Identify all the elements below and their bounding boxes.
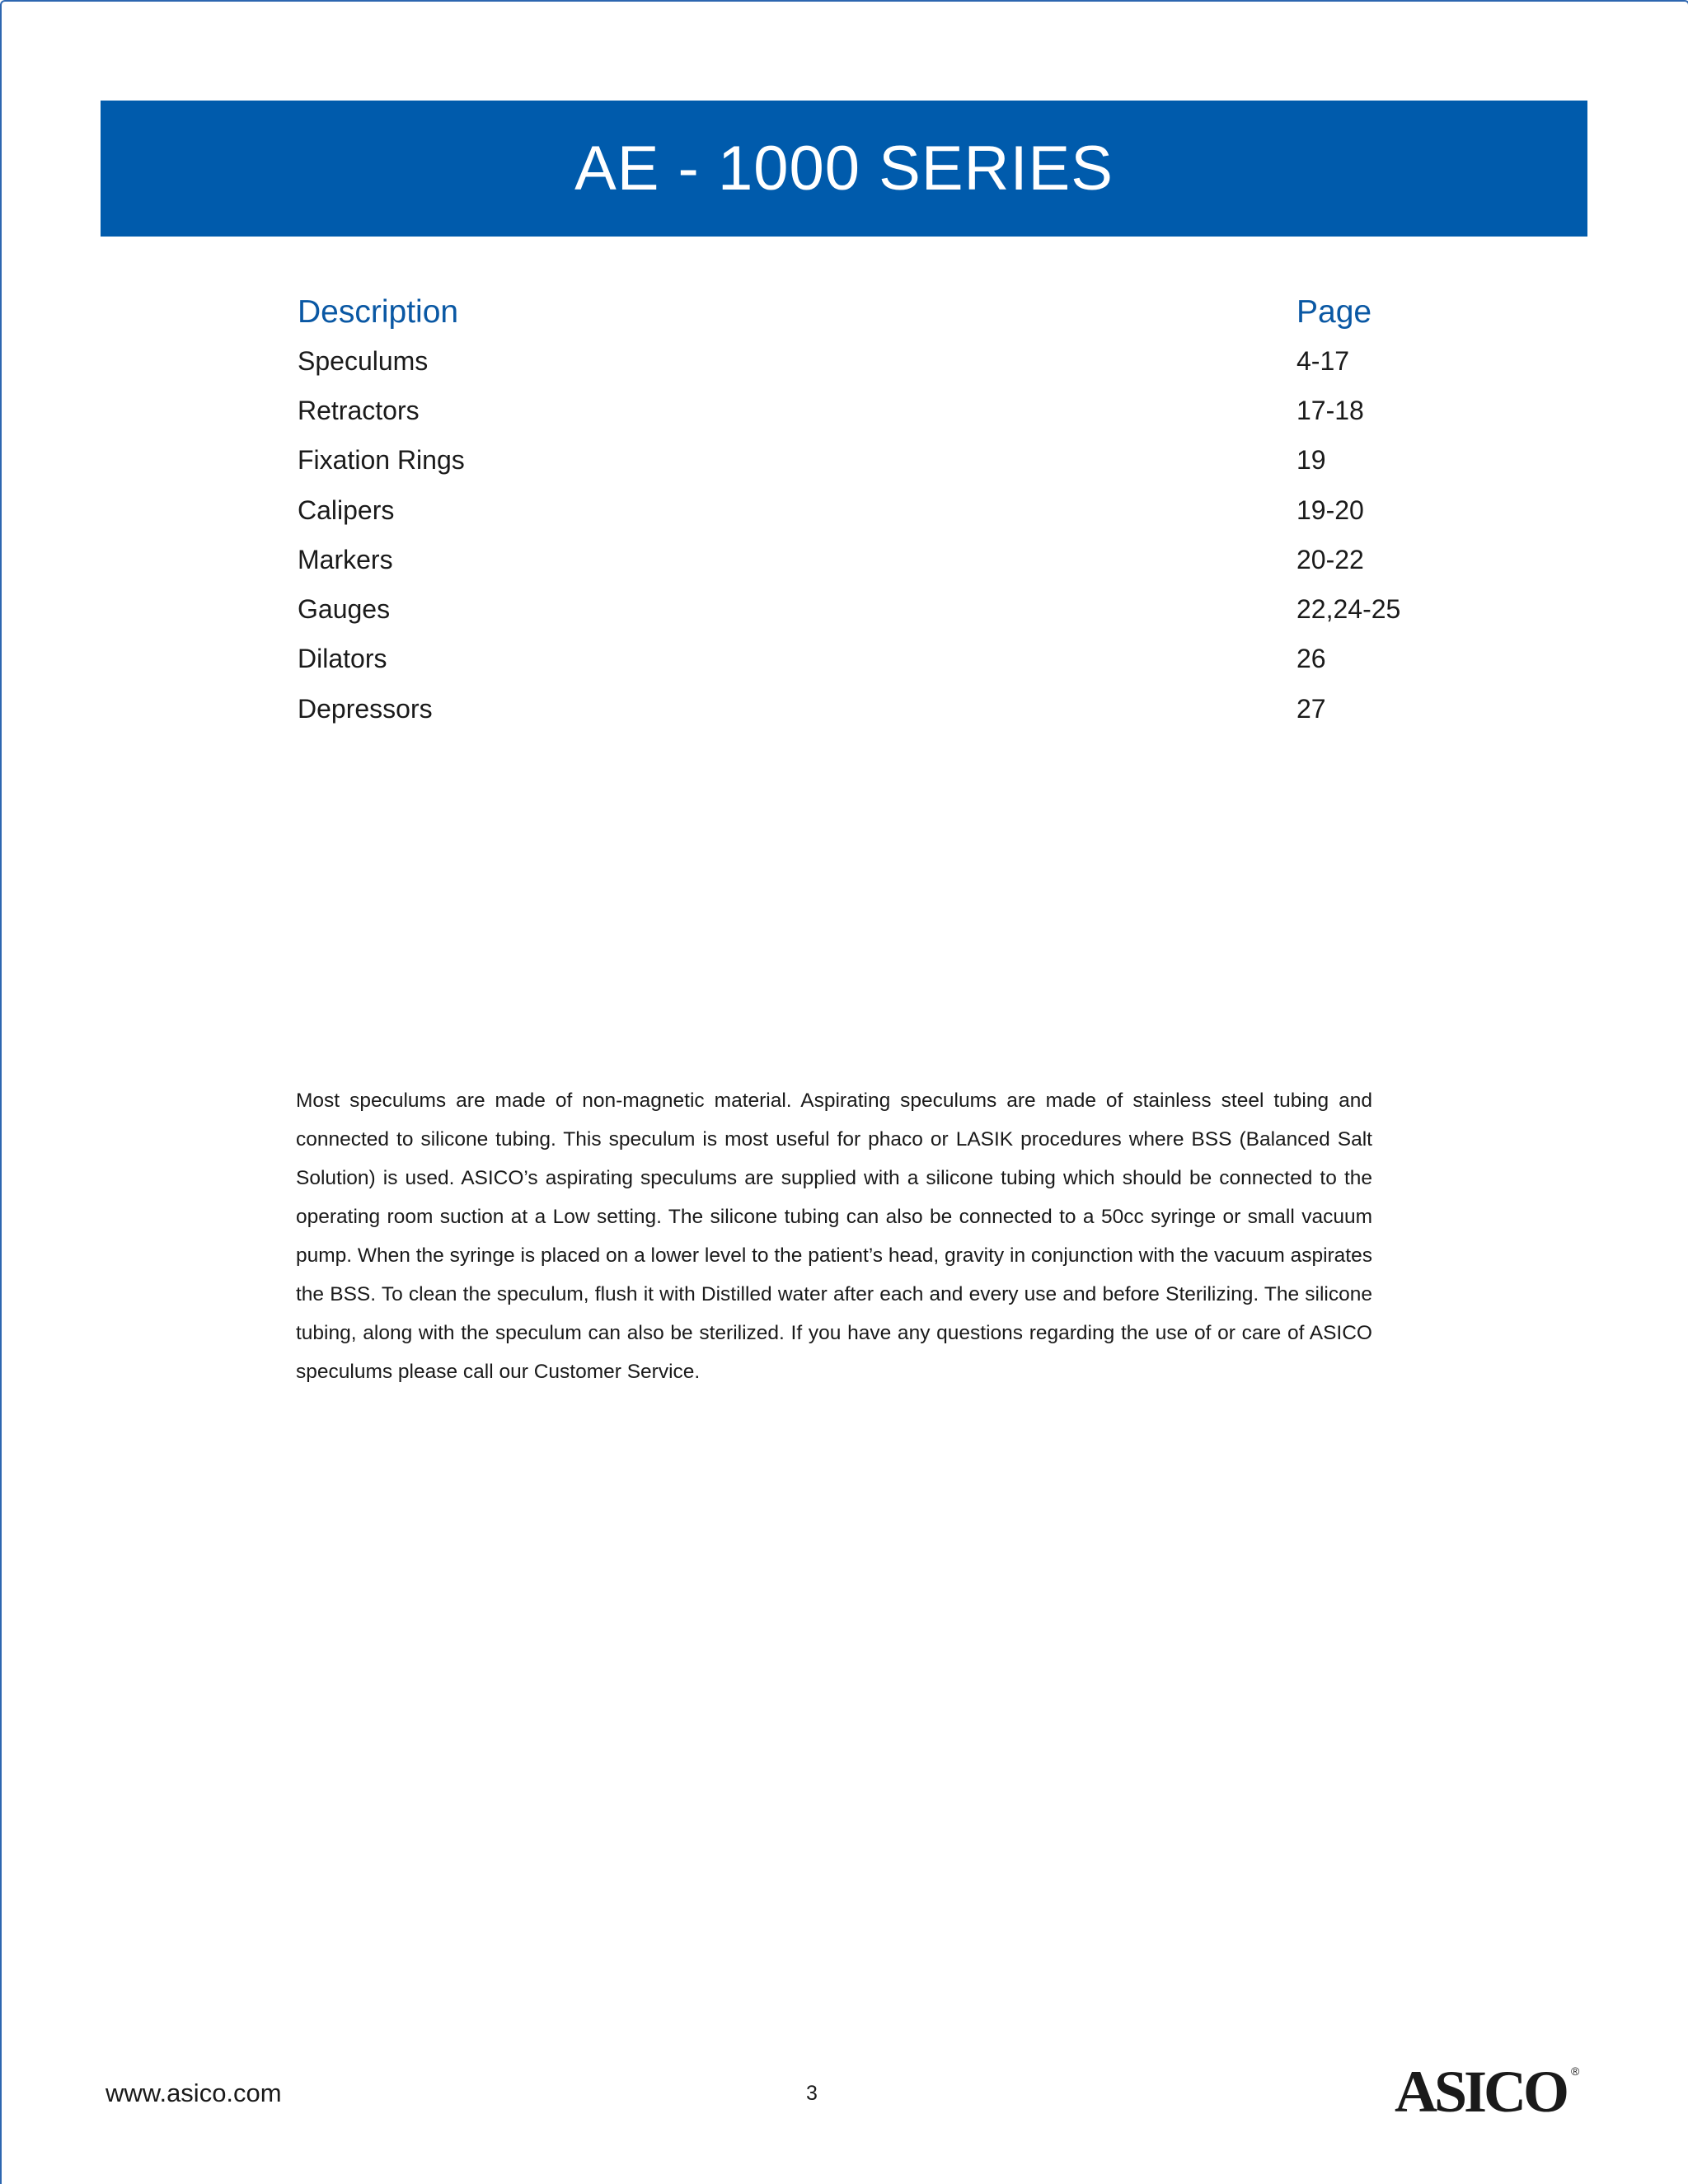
toc-page: 4-17 bbox=[1296, 345, 1350, 376]
toc-page: 22,24-25 bbox=[1296, 594, 1401, 625]
toc-page: 27 bbox=[1296, 693, 1326, 724]
toc-row bbox=[298, 684, 1451, 733]
footer-website-url: www.asico.com bbox=[106, 2079, 282, 2107]
toc-description: Gauges bbox=[298, 594, 391, 625]
toc-description: Dilators bbox=[298, 644, 387, 674]
page-column-heading: Page bbox=[1296, 294, 1372, 330]
page-title: AE - 1000 SERIES bbox=[574, 134, 1114, 204]
asico-logo bbox=[1391, 2057, 1581, 2123]
toc-description: Fixation Rings bbox=[298, 445, 465, 476]
toc-row bbox=[298, 535, 1451, 584]
logo-wordmark: ASICO bbox=[1395, 2059, 1567, 2123]
toc-row bbox=[298, 485, 1451, 535]
speculum-info-paragraph: Most speculums are made of non-magnetic material. Aspirating speculums are made of stainless steel tubing and connected to silicone tubing. This speculum is most useful for phaco or LASIK procedures where BSS (Balanced Salt Solution) is used. ASICO’s aspirating speculums are supplied with a silicone tubing which should be connected to the operating room suction at a Low setting. The silicone tubing can also be connected to a 50cc syringe or small vacuum pump. When the syringe is placed on a lower level to the patient’s head, gravity in conjunction with the vacuum aspirates the BSS. To clean the speculum, flush it with Distilled water after each and every use and before Sterilizing. The silicone tubing, along with the speculum can also be sterilized. If you have any questions regarding the use of or care of ASICO speculums please call our Customer Service. bbox=[296, 1090, 1372, 1383]
table-of-contents bbox=[298, 288, 1451, 733]
toc-header-row bbox=[298, 288, 1451, 336]
toc-row bbox=[298, 635, 1451, 684]
toc-row bbox=[298, 386, 1451, 435]
toc-page: 19 bbox=[1296, 445, 1326, 476]
toc-description: Markers bbox=[298, 544, 393, 574]
toc-row bbox=[298, 436, 1451, 485]
toc-page: 19-20 bbox=[1296, 494, 1364, 525]
toc-row bbox=[298, 584, 1451, 634]
toc-page: 20-22 bbox=[1296, 544, 1364, 574]
registered-mark: ® bbox=[1571, 2064, 1580, 2078]
title-banner bbox=[101, 101, 1587, 237]
toc-row bbox=[298, 336, 1451, 386]
toc-page: 17-18 bbox=[1296, 395, 1364, 425]
toc-page: 26 bbox=[1296, 644, 1326, 674]
toc-description: Depressors bbox=[298, 693, 433, 724]
page-number: 3 bbox=[806, 2082, 818, 2105]
toc-description: Speculums bbox=[298, 345, 429, 376]
toc-description: Retractors bbox=[298, 395, 420, 425]
toc-description: Calipers bbox=[298, 494, 395, 525]
description-column-heading: Description bbox=[298, 294, 459, 330]
